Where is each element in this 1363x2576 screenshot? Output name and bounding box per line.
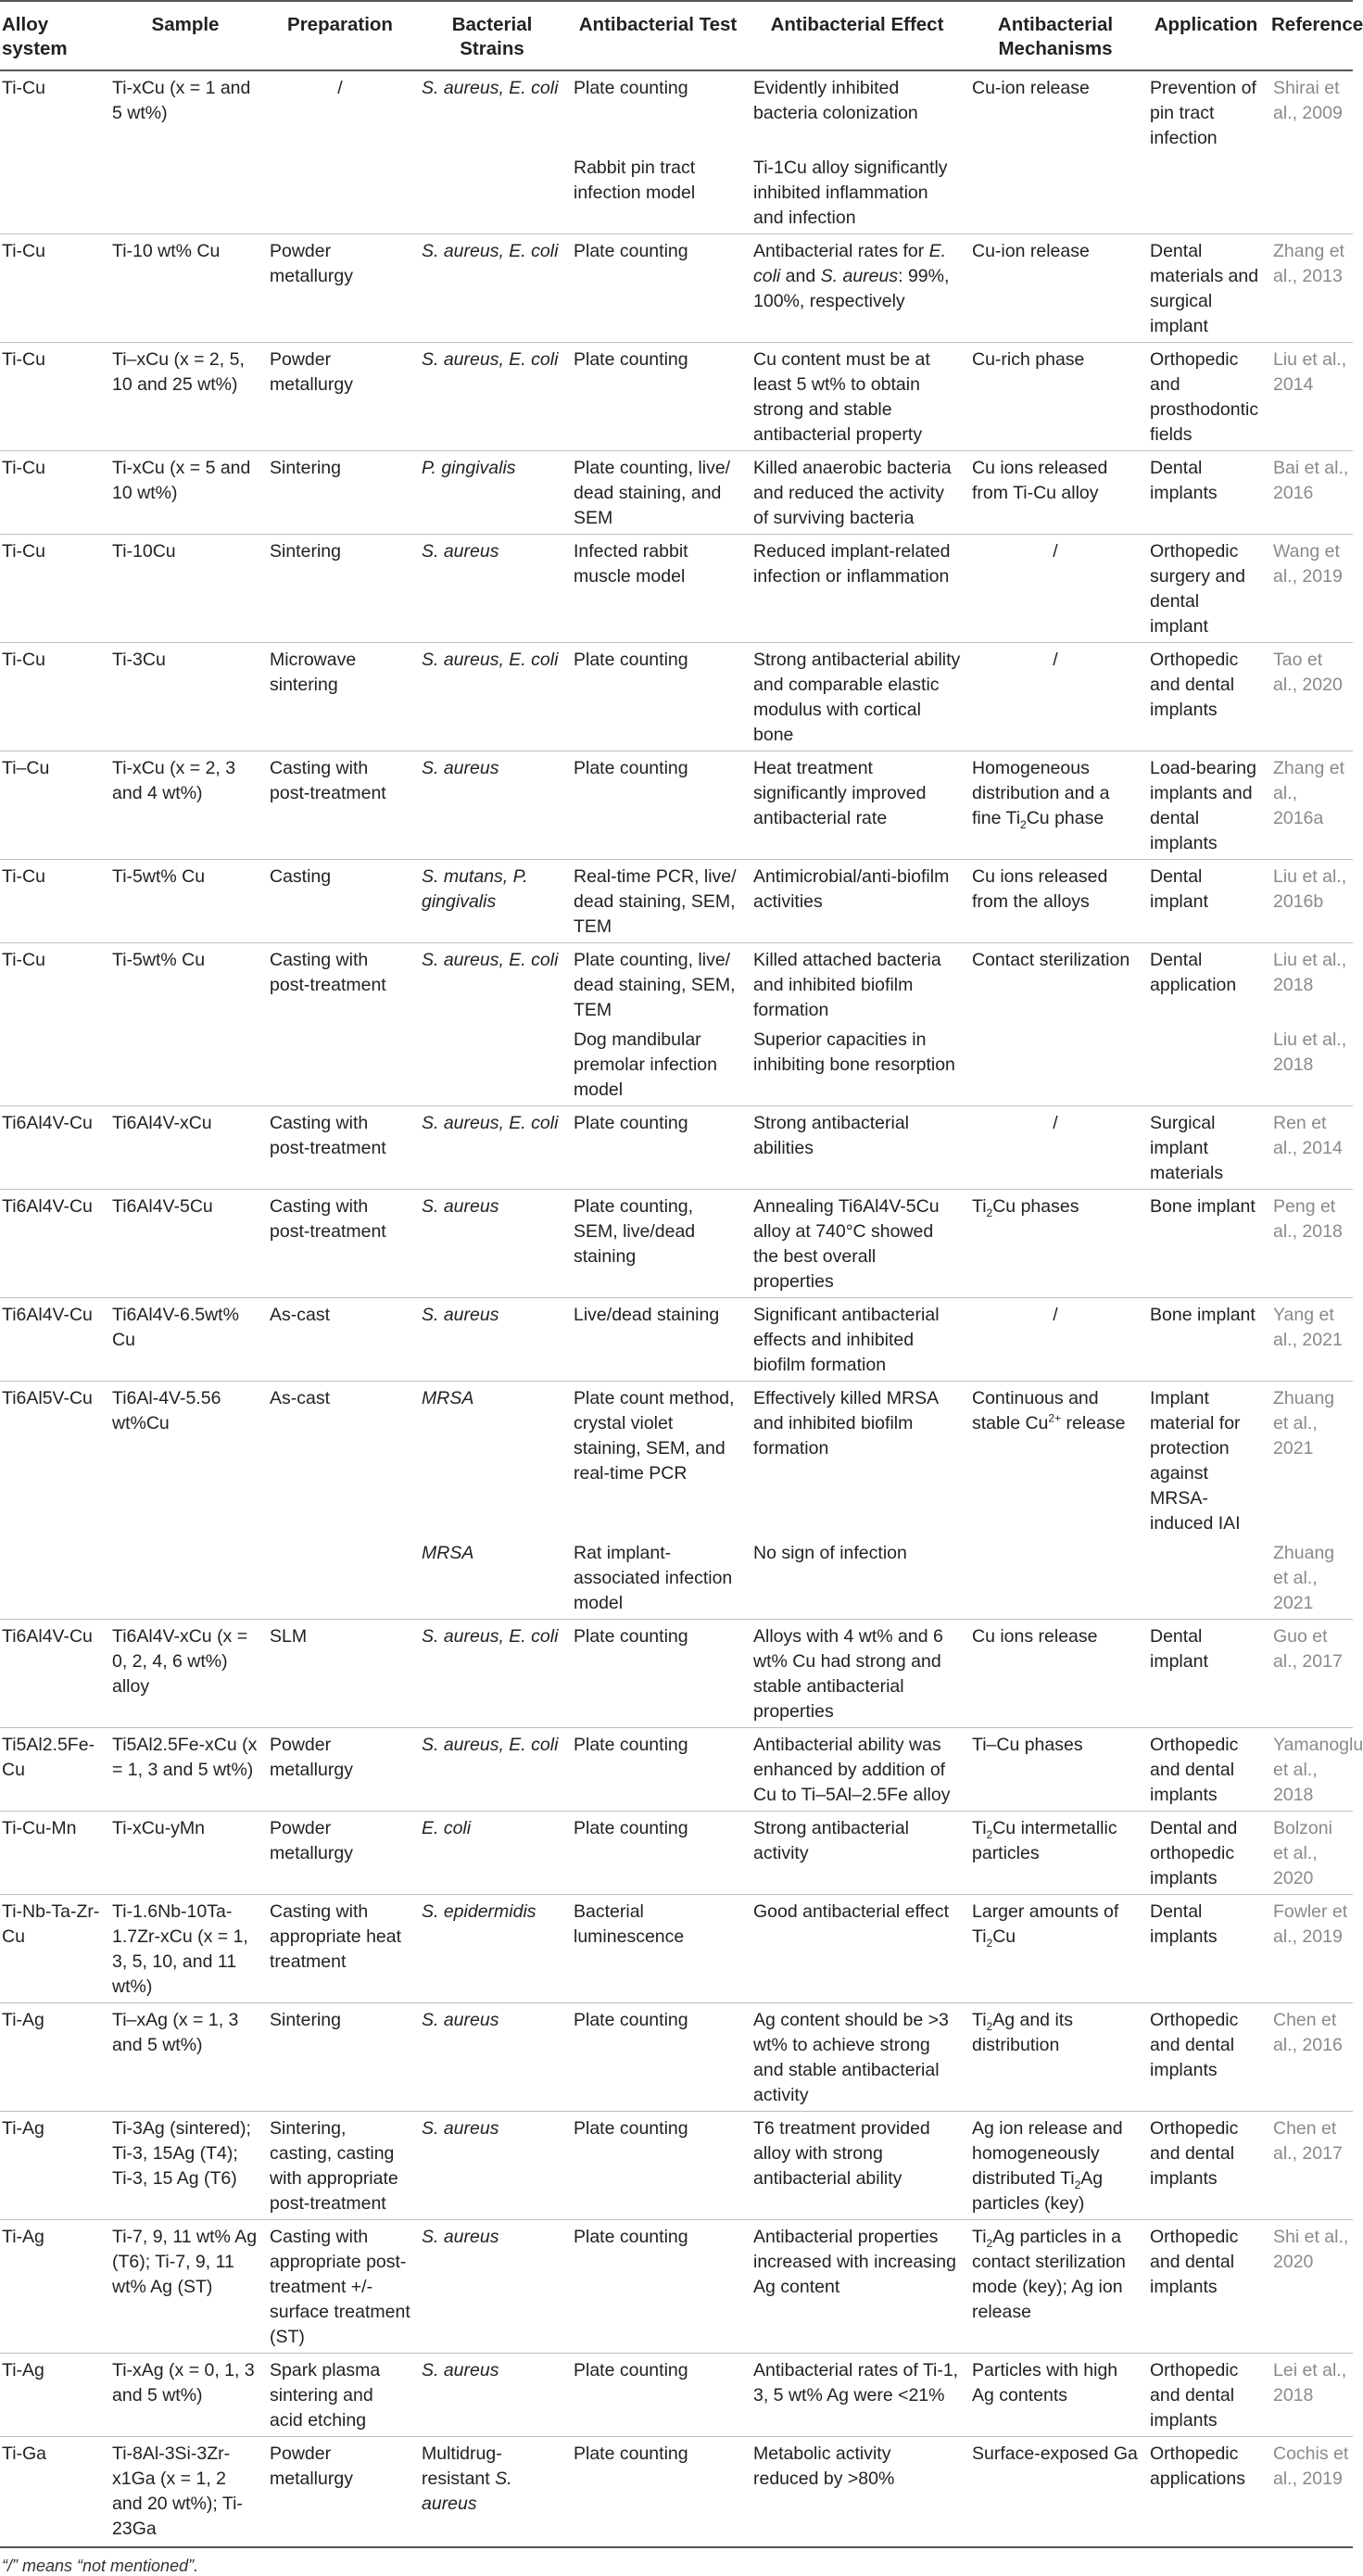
antibacterial-effect-cell: Antibacterial rates of Ti-1, 3, 5 wt% Ag were <21% <box>748 2354 966 2437</box>
sample-cell: Ti6Al4V-6.5wt% Cu <box>107 1298 264 1382</box>
antibacterial-test-cell: Plate counting <box>568 2112 748 2220</box>
application-cell: Dental implants <box>1144 1895 1268 2003</box>
sample-cell: Ti-5wt% Cu <box>107 860 264 943</box>
bacterial-strains-cell: S. aureus <box>416 2003 568 2112</box>
column-header: Preparation <box>264 1 416 70</box>
antibacterial-mechanisms-cell: $Ti_2Cu$ intermetallic particles <box>966 1812 1144 1895</box>
reference-cell: Cochis et al., 2019 <box>1268 2437 1353 2548</box>
alloy-system-cell: Ti-Ga <box>0 2437 107 2548</box>
application-cell: Orthopedic and dental implants <box>1144 2220 1268 2354</box>
sample-cell <box>107 154 264 234</box>
application-cell: Orthopedic and prosthodontic fields <box>1144 343 1268 451</box>
antibacterial-effect-cell: Ti-1Cu alloy significantly inhibited inflammation and infection <box>753 158 948 228</box>
application-cell: Prevention of pin tract infection <box>1144 70 1268 154</box>
sample-cell: Ti–xCu (x = 2, 5, 10 and 25 wt%) <box>107 343 264 451</box>
header-row <box>0 1 1353 70</box>
antibacterial-effect-cell: Antibacterial rates for E. coli and S. aureus: 99%, 100%, respectively <box>748 234 966 343</box>
antibacterial-effect-cell: Evidently inhibited bacteria colonization <box>748 70 966 154</box>
sample-cell: Ti-8Al-3Si-3Zr-x1Ga (x = 1, 2 and 20 wt%); Ti-23Ga <box>107 2437 264 2548</box>
application-cell: Bone implant <box>1144 1298 1268 1382</box>
bacterial-strains-cell: S. aureus <box>416 2112 568 2220</box>
bacterial-strains-cell: S. aureus, E. coli <box>416 943 568 1027</box>
antibacterial-test-cell: Rat implant-associated infection model <box>574 1543 733 1613</box>
preparation-cell: As-cast <box>264 1298 416 1382</box>
antibacterial-mechanisms-cell: / <box>966 1298 1144 1382</box>
preparation-cell: Powder metallurgy <box>264 1728 416 1812</box>
table-header <box>0 1 1363 70</box>
reference-cell: Yamanoglu et al., 2018 <box>1268 1728 1353 1812</box>
bacterial-strains-cell: S. aureus <box>416 535 568 643</box>
bacterial-strains-cell: S. aureus <box>416 2354 568 2437</box>
footnote: “/” means “not mentioned”. <box>2 2557 199 2575</box>
antibacterial-test-cell: Plate counting <box>568 643 748 751</box>
table-row <box>0 643 1353 751</box>
preparation-cell: Casting with appropriate post-treatment +/- surface treatment (ST) <box>264 2220 416 2354</box>
reference-cell: Lei et al., 2018 <box>1268 2354 1353 2437</box>
bacterial-strains-cell: S. aureus, E. coli <box>416 1620 568 1728</box>
sample-cell: Ti6Al-4V-5.56 wt%Cu <box>107 1382 264 1540</box>
bacterial-strains-cell: S. mutans, P. gingivalis <box>416 860 568 943</box>
sample-cell: Ti-1.6Nb-10Ta-1.7Zr-xCu (x = 1, 3, 5, 10, and 11 wt%) <box>107 1895 264 2003</box>
antibacterial-test-cell: Rabbit pin tract infection model <box>574 158 696 203</box>
antibacterial-effect-cell: Metabolic activity reduced by >80% <box>748 2437 966 2548</box>
alloy-system-cell: Ti6Al4V-Cu <box>0 1298 107 1382</box>
antibacterial-effect-cell: Significant antibacterial effects and inhibited biofilm formation <box>748 1298 966 1382</box>
preparation-cell: Casting with appropriate heat treatment <box>264 1895 416 2003</box>
table-row <box>0 1895 1353 2003</box>
antibacterial-mechanisms-cell <box>966 1026 1144 1106</box>
preparation-cell: Casting <box>264 860 416 943</box>
antibacterial-mechanisms-cell: Contact sterilization <box>966 943 1144 1027</box>
reference-cell <box>1268 154 1353 234</box>
antibacterial-test-cell: Plate counting <box>568 1620 748 1728</box>
table-row <box>0 1190 1353 1298</box>
antibacterial-test-cell: Live/dead staining <box>568 1298 748 1382</box>
bacterial-strains-cell: S. aureus <box>416 1190 568 1298</box>
application-cell: Surgical implant materials <box>1144 1106 1268 1190</box>
table-row <box>0 1298 1353 1382</box>
alloy-system-cell: Ti-Nb-Ta-Zr-Cu <box>0 1895 107 2003</box>
antibacterial-effect-cell: Antibacterial ability was enhanced by addition of Cu to Ti–5Al–2.5Fe alloy <box>748 1728 966 1812</box>
alloy-system-cell: Ti-Ag <box>0 2354 107 2437</box>
antibacterial-test-cell: Plate counting <box>568 1728 748 1812</box>
antibacterial-effect-cell: Good antibacterial effect <box>748 1895 966 2003</box>
antibacterial-test-cell: Bacterial luminescence <box>568 1895 748 2003</box>
antibacterial-mechanisms-cell: Surface-exposed Ga <box>966 2437 1144 2548</box>
bacterial-strains-cell: S. aureus <box>416 1298 568 1382</box>
table-row <box>0 70 1353 154</box>
column-header: Sample <box>107 1 264 70</box>
sample-cell: Ti-3Cu <box>107 643 264 751</box>
application-cell: Orthopedic and dental implants <box>1144 1728 1268 1812</box>
table-row <box>0 1106 1353 1190</box>
table-row <box>0 1728 1353 1812</box>
preparation-cell: Powder metallurgy <box>264 343 416 451</box>
antibacterial-test-cell: Plate counting, live/ dead staining, and SEM <box>568 451 748 535</box>
application-cell: Load-bearing implants and dental implants <box>1144 751 1268 860</box>
preparation-cell <box>264 1026 416 1106</box>
preparation-cell: As-cast <box>264 1382 416 1540</box>
alloy-system-cell: Ti-Cu <box>0 451 107 535</box>
antibacterial-effect-cell: Strong antibacterial abilities <box>748 1106 966 1190</box>
preparation-cell: Spark plasma sintering and acid etching <box>264 2354 416 2437</box>
alloy-system-cell: Ti-Ag <box>0 2220 107 2354</box>
preparation-cell: Powder metallurgy <box>264 234 416 343</box>
column-header: Alloy system <box>0 1 107 70</box>
bacterial-strains-cell: Multidrug-resistant S. aureus <box>416 2437 568 2548</box>
reference-cell: Chen et al., 2016 <box>1268 2003 1353 2112</box>
alloy-system-cell: Ti6Al4V-Cu <box>0 1106 107 1190</box>
bacterial-strains-cell <box>416 1026 568 1106</box>
application-cell: Orthopedic and dental implants <box>1144 2354 1268 2437</box>
antibacterial-mechanisms-cell: Ag ion release and homogeneously distributed $Ti_2Ag$ particles (key) <box>966 2112 1144 2220</box>
bacterial-strains-cell: S. aureus, E. coli <box>416 343 568 451</box>
antibacterial-test-cell: Plate counting, live/ dead staining, SEM, TEM <box>568 943 748 1027</box>
application-cell: Orthopedic surgery and dental implant <box>1144 535 1268 643</box>
table-row <box>0 943 1353 1027</box>
application-cell: Orthopedic and dental implants <box>1144 2003 1268 2112</box>
application-cell: Dental implant <box>1144 1620 1268 1728</box>
sample-cell: Ti-5wt% Cu <box>107 943 264 1027</box>
preparation-cell: Sintering <box>264 2003 416 2112</box>
antibacterial-effect-cell: Alloys with 4 wt% and 6 wt% Cu had strong and stable antibacterial properties <box>748 1620 966 1728</box>
bacterial-strains-cell: MRSA <box>416 1382 568 1540</box>
antibacterial-mechanisms-cell: Ti–Cu phases <box>966 1728 1144 1812</box>
sample-cell <box>107 1026 264 1106</box>
antibacterial-test-cell: Plate counting <box>568 2003 748 2112</box>
antibacterial-mechanisms-cell: $Ti_2Ag$ and its distribution <box>966 2003 1144 2112</box>
preparation-cell: Microwave sintering <box>264 643 416 751</box>
antibacterial-effect-cell: No sign of infection <box>753 1543 907 1563</box>
antibacterial-mechanisms-cell <box>966 154 1144 234</box>
preparation-cell <box>264 1539 416 1620</box>
reference-cell: Shirai et al., 2009 <box>1268 70 1353 154</box>
sample-cell: Ti6Al4V-5Cu <box>107 1190 264 1298</box>
antibacterial-test-cell: Real-time PCR, live/ dead staining, SEM, TEM <box>568 860 748 943</box>
application-cell: Dental implants <box>1144 451 1268 535</box>
alloy-system-cell: Ti-Cu <box>0 860 107 943</box>
antibacterial-mechanisms-cell: / <box>966 535 1144 643</box>
sample-cell: Ti-xCu (x = 2, 3 and 4 wt%) <box>107 751 264 860</box>
antibacterial-effect-cell: Strong antibacterial ability and comparable elastic modulus with cortical bone <box>748 643 966 751</box>
antibacterial-effect-cell: Annealing Ti6Al4V-5Cu alloy at 740°C showed the best overall properties <box>748 1190 966 1298</box>
table-row <box>0 535 1353 643</box>
antibacterial-test-cell: Plate count method, crystal violet staining, SEM, and real-time PCR <box>568 1382 748 1540</box>
antibacterial-mechanisms-cell: / <box>966 643 1144 751</box>
application-cell: Orthopedic applications <box>1144 2437 1268 2548</box>
antibacterial-mechanisms-cell: / <box>966 1106 1144 1190</box>
preparation-cell: Powder metallurgy <box>264 2437 416 2548</box>
bacterial-strains-cell: MRSA <box>422 1543 474 1563</box>
table-row <box>0 1812 1353 1895</box>
antibacterial-mechanisms-cell: Particles with high Ag contents <box>966 2354 1144 2437</box>
reference-cell: Liu et al., 2014 <box>1268 343 1353 451</box>
antibacterial-test-cell: Plate counting <box>568 2354 748 2437</box>
antibacterial-test-cell: Plate counting, SEM, live/dead staining <box>568 1190 748 1298</box>
sample-cell: Ti-xCu (x = 1 and 5 wt%) <box>107 70 264 154</box>
sample-cell: Ti-10 wt% Cu <box>107 234 264 343</box>
antibacterial-test-cell: Infected rabbit muscle model <box>568 535 748 643</box>
alloy-system-cell: Ti6Al4V-Cu <box>0 1190 107 1298</box>
bacterial-strains-cell: S. aureus, E. coli <box>416 234 568 343</box>
antibacterial-test-cell: Dog mandibular premolar infection model <box>574 1029 717 1100</box>
application-cell <box>1144 154 1268 234</box>
antibacterial-effect-cell: Ag content should be >3 wt% to achieve strong and stable antibacterial activity <box>748 2003 966 2112</box>
table-row <box>0 1539 1353 1620</box>
sample-cell: Ti6Al4V-xCu <box>107 1106 264 1190</box>
antibacterial-effect-cell: Strong antibacterial activity <box>748 1812 966 1895</box>
reference-cell: Tao et al., 2020 <box>1268 643 1353 751</box>
alloy-system-cell <box>0 1539 107 1620</box>
preparation-cell: Powder metallurgy <box>264 1812 416 1895</box>
antibacterial-mechanisms-cell: Cu ions release <box>966 1620 1144 1728</box>
antibacterial-mechanisms-cell: Cu ions released from Ti-Cu alloy <box>966 451 1144 535</box>
table-row <box>0 154 1353 234</box>
column-header: Antibacterial Test <box>568 1 748 70</box>
alloy-system-cell: Ti-Ag <box>0 2003 107 2112</box>
table-row <box>0 2220 1353 2354</box>
reference-cell: Zhuang et al., 2021 <box>1273 1543 1335 1613</box>
reference-cell: Guo et al., 2017 <box>1268 1620 1353 1728</box>
preparation-cell: Sintering <box>264 451 416 535</box>
preparation-cell: / <box>264 70 416 154</box>
application-cell: Dental application <box>1144 943 1268 1027</box>
table-row <box>0 1620 1353 1728</box>
preparation-cell: Sintering, casting, casting with appropriate post-treatment <box>264 2112 416 2220</box>
antibacterial-effect-cell: Heat treatment significantly improved antibacterial rate <box>748 751 966 860</box>
table-row <box>0 2354 1353 2437</box>
reference-cell: Liu et al., 2018 <box>1268 943 1353 1027</box>
alloy-system-cell: Ti-Cu <box>0 535 107 643</box>
alloy-system-cell: Ti-Cu <box>0 234 107 343</box>
bacterial-strains-cell: S. aureus, E. coli <box>416 1106 568 1190</box>
preparation-cell: Casting with post-treatment <box>264 1190 416 1298</box>
reference-cell: Wang et al., 2019 <box>1268 535 1353 643</box>
antibacterial-mechanisms-cell: Cu-ion release <box>966 234 1144 343</box>
antibacterial-mechanisms-cell: Homogeneous distribution and a fine $Ti_2Cu$ phase <box>966 751 1144 860</box>
preparation-cell: Casting with post-treatment <box>264 751 416 860</box>
preparation-cell: Casting with post-treatment <box>264 943 416 1027</box>
alloy-system-cell: Ti-Ag <box>0 2112 107 2220</box>
antibacterial-mechanisms-cell: $Ti_2Cu$ phases <box>966 1190 1144 1298</box>
antibacterial-mechanisms-cell <box>966 1539 1144 1620</box>
reference-cell: Zhang et al., 2016a <box>1268 751 1353 860</box>
bacterial-strains-cell: S. aureus <box>416 751 568 860</box>
antibacterial-test-cell: Plate counting <box>568 751 748 860</box>
column-header: Application <box>1144 1 1268 70</box>
application-cell: Orthopedic and dental implants <box>1144 2112 1268 2220</box>
antibacterial-effect-cell: Antimicrobial/anti-biofilm activities <box>748 860 966 943</box>
table-body <box>0 70 1363 2547</box>
antibacterial-effect-cell: Antibacterial properties increased with increasing Ag content <box>748 2220 966 2354</box>
antibacterial-test-cell: Plate counting <box>568 1106 748 1190</box>
column-header: Antibacterial Effect <box>748 1 966 70</box>
antibacterial-effect-cell: Effectively killed MRSA and inhibited biofilm formation <box>748 1382 966 1540</box>
antibacterial-test-cell: Plate counting <box>568 234 748 343</box>
application-cell <box>1144 1539 1268 1620</box>
alloy-system-cell: Ti-Cu <box>0 643 107 751</box>
reference-cell: Peng et al., 2018 <box>1268 1190 1353 1298</box>
antibacterial-mechanisms-cell: $Ti_2Ag$ particles in a contact sterilization mode (key); Ag ion release <box>966 2220 1144 2354</box>
antibacterial-test-cell: Plate counting <box>568 1812 748 1895</box>
antibacterial-mechanisms-cell: Continuous and stable $Cu^{2+}$ release <box>966 1382 1144 1540</box>
alloy-system-cell: Ti5Al2.5Fe-Cu <box>0 1728 107 1812</box>
sample-cell: Ti-7, 9, 11 wt% Ag (T6); Ti-7, 9, 11 wt% Ag (ST) <box>107 2220 264 2354</box>
table-row <box>0 751 1353 860</box>
antibacterial-effect-cell: Reduced implant-related infection or inflammation <box>748 535 966 643</box>
reference-cell: Bolzoni et al., 2020 <box>1268 1812 1353 1895</box>
antibacterial-effect-cell: Superior capacities in inhibiting bone resorption <box>753 1029 955 1075</box>
antibacterial-effect-cell: Killed anaerobic bacteria and reduced the activity of surviving bacteria <box>748 451 966 535</box>
table-row <box>0 234 1353 343</box>
antibacterial-effect-cell: T6 treatment provided alloy with strong antibacterial ability <box>748 2112 966 2220</box>
reference-cell: Yang et al., 2021 <box>1268 1298 1353 1382</box>
application-cell: Dental and orthopedic implants <box>1144 1812 1268 1895</box>
sample-cell: Ti6Al4V-xCu (x = 0, 2, 4, 6 wt%) alloy <box>107 1620 264 1728</box>
sample-cell: Ti-xAg (x = 0, 1, 3 and 5 wt%) <box>107 2354 264 2437</box>
bacterial-strains-cell: E. coli <box>416 1812 568 1895</box>
table-row <box>0 2003 1353 2112</box>
table-row <box>0 451 1353 535</box>
reference-cell: Fowler et al., 2019 <box>1268 1895 1353 2003</box>
sample-cell: Ti-xCu-yMn <box>107 1812 264 1895</box>
alloy-system-cell: Ti6Al4V-Cu <box>0 1620 107 1728</box>
antibacterial-mechanisms-cell: Larger amounts of $Ti_2Cu$ <box>966 1895 1144 2003</box>
antibacterial-test-cell: Plate counting <box>568 343 748 451</box>
bacterial-strains-cell: S. aureus <box>416 2220 568 2354</box>
alloy-system-cell: Ti-Cu <box>0 343 107 451</box>
antibacterial-test-cell: Plate counting <box>568 2220 748 2354</box>
table-row <box>0 860 1353 943</box>
alloy-system-cell: Ti6Al5V-Cu <box>0 1382 107 1540</box>
reference-cell: Liu et al., 2018 <box>1273 1029 1347 1075</box>
bacterial-strains-cell: S. aureus, E. coli <box>416 70 568 154</box>
application-cell: Bone implant <box>1144 1190 1268 1298</box>
antibacterial-effect-cell: Killed attached bacteria and inhibited biofilm formation <box>748 943 966 1027</box>
antibacterial-test-cell: Plate counting <box>568 2437 748 2548</box>
antibacterial-test-cell: Plate counting <box>568 70 748 154</box>
sample-cell: Ti-3Ag (sintered); Ti-3, 15Ag (T4); Ti-3, 15 Ag (T6) <box>107 2112 264 2220</box>
reference-cell: Shi et al., 2020 <box>1268 2220 1353 2354</box>
sample-cell: Ti5Al2.5Fe-xCu (x = 1, 3 and 5 wt%) <box>107 1728 264 1812</box>
application-cell <box>1144 1026 1268 1106</box>
preparation-cell: Casting with post-treatment <box>264 1106 416 1190</box>
alloy-system-cell: Ti-Cu <box>0 70 107 154</box>
preparation-cell <box>264 154 416 234</box>
sample-cell: Ti-10Cu <box>107 535 264 643</box>
reference-cell: Chen et al., 2017 <box>1268 2112 1353 2220</box>
application-cell: Orthopedic and dental implants <box>1144 643 1268 751</box>
preparation-cell: Sintering <box>264 535 416 643</box>
sample-cell <box>107 1539 264 1620</box>
antibacterial-mechanisms-cell: Cu-ion release <box>966 70 1144 154</box>
bacterial-strains-cell: S. aureus, E. coli <box>416 643 568 751</box>
reference-cell: Liu et al., 2016b <box>1268 860 1353 943</box>
reference-cell: Zhang et al., 2013 <box>1268 234 1353 343</box>
alloy-system-cell: Ti-Cu <box>0 943 107 1027</box>
antibacterial-mechanisms-cell: Cu ions released from the alloys <box>966 860 1144 943</box>
reference-cell: Bai et al., 2016 <box>1268 451 1353 535</box>
column-header: Bacterial Strains <box>416 1 568 70</box>
antibacterial-mechanisms-cell: Cu-rich phase <box>966 343 1144 451</box>
sample-cell: Ti–xAg (x = 1, 3 and 5 wt%) <box>107 2003 264 2112</box>
column-header: Reference <box>1268 1 1353 70</box>
table-row <box>0 2112 1353 2220</box>
bacterial-strains-cell <box>416 154 568 234</box>
reference-cell: Ren et al., 2014 <box>1268 1106 1353 1190</box>
application-cell: Implant material for protection against MRSA-induced IAI <box>1144 1382 1268 1540</box>
alloy-system-cell: Ti–Cu <box>0 751 107 860</box>
bacterial-strains-cell: S. epidermidis <box>416 1895 568 2003</box>
table-row <box>0 1026 1353 1106</box>
application-cell: Dental implant <box>1144 860 1268 943</box>
application-cell: Dental materials and surgical implant <box>1144 234 1268 343</box>
sample-cell: Ti-xCu (x = 5 and 10 wt%) <box>107 451 264 535</box>
antibacterial-effect-cell: Cu content must be at least 5 wt% to obtain strong and stable antibacterial property <box>748 343 966 451</box>
alloy-system-cell <box>0 1026 107 1106</box>
reference-cell: Zhuang et al., 2021 <box>1268 1382 1353 1540</box>
column-header: Antibacterial Mechanisms <box>966 1 1144 70</box>
table-row <box>0 343 1353 451</box>
alloy-system-cell <box>0 154 107 234</box>
bacterial-strains-cell: P. gingivalis <box>416 451 568 535</box>
table-row <box>0 2437 1353 2548</box>
bacterial-strains-cell: S. aureus, E. coli <box>416 1728 568 1812</box>
table-row <box>0 1382 1353 1540</box>
preparation-cell: SLM <box>264 1620 416 1728</box>
alloy-system-cell: Ti-Cu-Mn <box>0 1812 107 1895</box>
